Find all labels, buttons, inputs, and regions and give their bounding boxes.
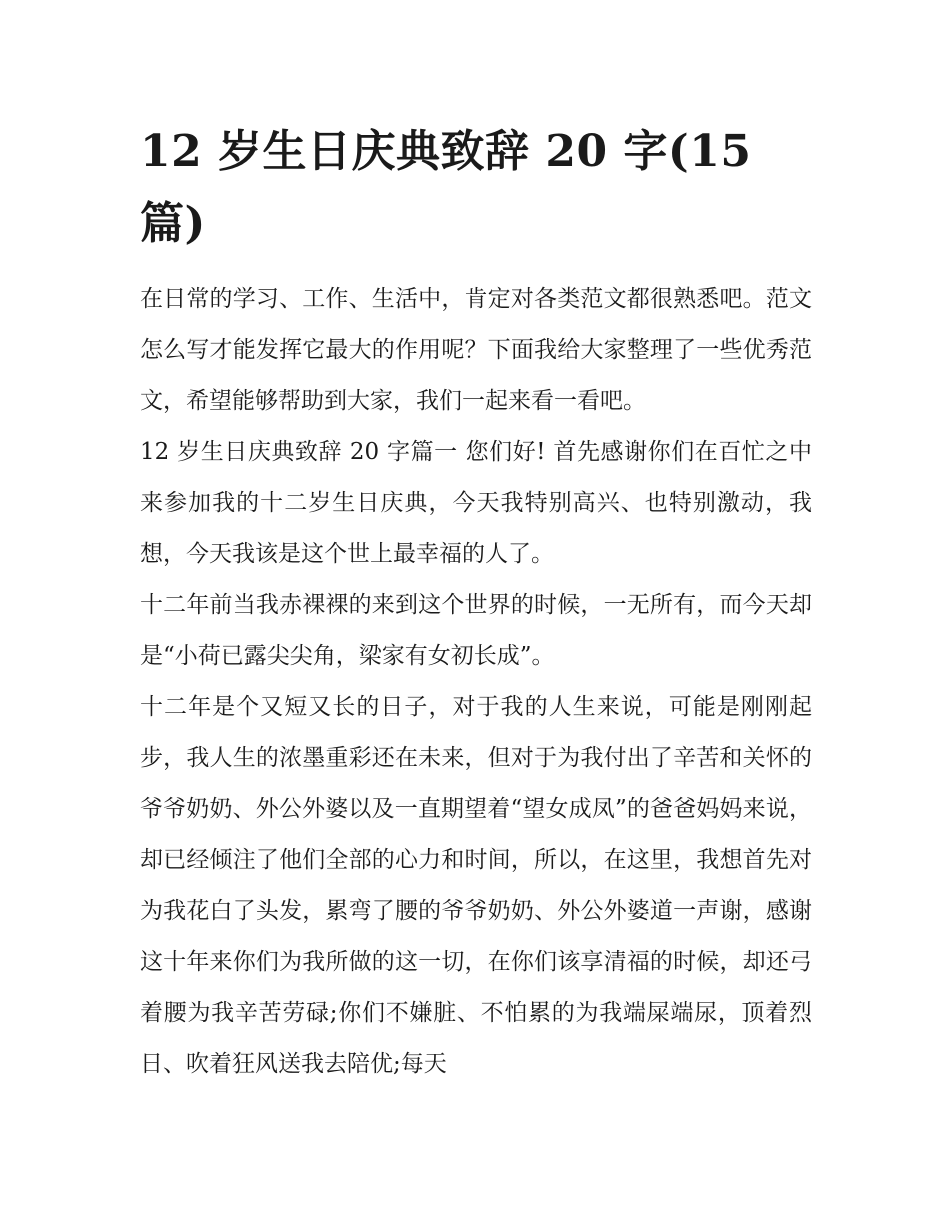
paragraph-twelve-years-ago: 十二年前当我赤裸裸的来到这个世界的时候，一无所有，而今天却是“小荷已露尖尖角，梁家有女初长成”。 — [140, 592, 812, 669]
paragraph-intro: 在日常的学习、工作、生活中，肯定对各类范文都很熟悉吧。范文怎么写才能发挥它最大的作用呢？下面我给大家整理了一些优秀范文，希望能够帮助到大家，我们一起来看一看吧。 — [140, 286, 812, 414]
document-title: 12 岁生日庆典致辞 20 字(15 篇) — [140, 126, 752, 249]
document-body — [140, 274, 812, 1090]
paragraph-speech-opening: 12 岁生日庆典致辞 20 字篇一 您们好! 首先感谢你们在百忙之中来参加我的十二岁生日庆典，今天我特别高兴、也特别激动，我想，今天我该是这个世上最幸福的人了。 — [140, 439, 812, 567]
paragraph-gratitude: 十二年是个又短又长的日子，对于我的人生来说，可能是刚刚起步，我人生的浓墨重彩还在未来，但对于为我付出了辛苦和关怀的爷爷奶奶、外公外婆以及一直期望着“望女成凤”的爸爸妈妈来说，却已经倾注了他们全部的心力和时间，所以，在这里，我想首先对为我花白了头发，累弯了腰的爷爷奶奶、外公外婆道一声谢，感谢这十年来你们为我所做的这一切，在你们该享清福的时候，却还弓着腰为我辛苦劳碌;你们不嫌脏、不怕累的为我端屎端尿，顶着烈日、吹着狂风送我去陪优;每天 — [140, 694, 812, 1077]
